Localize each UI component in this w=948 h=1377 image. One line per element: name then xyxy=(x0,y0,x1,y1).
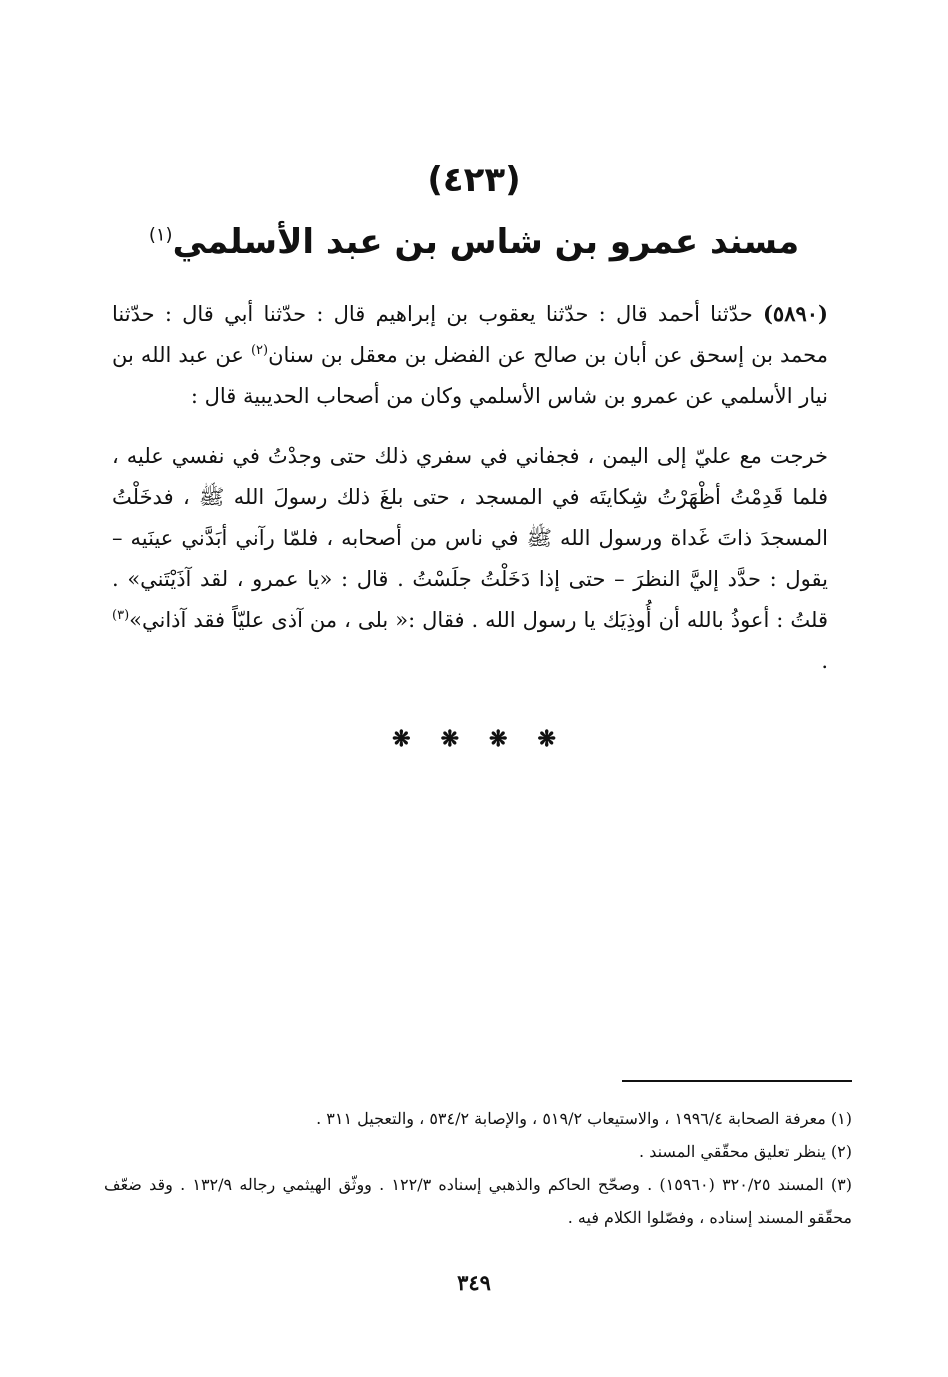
footnote-2: (٢) ينظر تعليق محقّقي المسند . xyxy=(639,1142,852,1161)
separator-star-icon: ❋ xyxy=(392,726,411,752)
footnotes xyxy=(104,1102,852,1234)
section-title-text: مسند عمرو بن شاس بن عبد الأسلمي xyxy=(172,222,800,262)
separator-star-icon: ❋ xyxy=(537,726,556,752)
separator-star-icon: ❋ xyxy=(489,726,508,752)
title-footnote-ref[interactable]: (١) xyxy=(148,224,173,246)
footnote-1: (١) معرفة الصحابة ١٩٩٦/٤ ، والاستيعاب ٥١٩/٢ ، والإصابة ٥٣٤/٢ ، والتعجيل ٣١١ . xyxy=(316,1109,852,1128)
matn-text: خرجت مع عليّ إلى اليمن ، فجفاني في سفري ذلك حتى وجدْتُ في نفسي عليه ، فلما قَدِمْتُ أظْهَرْتُ شِكايتَه في المسجد ، حتى بلغَ ذلك رسولَ الله ﷺ ، فدخَلْتُ المسجدَ ذاتَ غَداة ورسول الله ﷺ في ناس من أصحابه ، فلمّا رآني أبَدَّني عينَيه – يقول : حدَّد إليَّ النظرَ – حتى إذا دَخَلْتُ جلَسْتُ . قال : «يا عمرو ، لقد آذَيْتَني» . قلتُ : أعوذُ بالله أن أُوذِيَك يا رسول الله . فقال :« بلى ، من آذى عليّاً فقد آذاني» xyxy=(112,444,828,632)
hadith-isnad xyxy=(112,293,828,417)
footnote-divider xyxy=(622,1080,852,1082)
isnad-text-b: عن عبد الله بن نيار الأسلمي عن عمرو بن شاس الأسلمي وكان من أصحاب الحديبية قال : xyxy=(112,343,828,408)
isnad-text-a: حدّثنا أحمد قال : حدّثنا يعقوب بن إبراهيم قال : حدّثنا أبي قال : حدّثنا محمد بن إسحق عن أبان بن صالح عن الفضل بن معقل بن سنان xyxy=(112,302,828,367)
footnote-3: (٣) المسند ٣٢٠/٢٥ (١٥٩٦٠) . وصحّح الحاكم والذهبي إسناده ١٢٢/٣ . ووثّق الهيثمي رجاله ١٣٢/٩ . وقد ضعّف محقّقو المسند إسناده ، وفصّلوا الكلام فيه . xyxy=(104,1175,852,1227)
hadith-matn xyxy=(112,436,828,682)
matn-footnote-ref[interactable]: (٣) xyxy=(112,608,130,623)
hadith-number: (٥٨٩٠) xyxy=(762,301,828,326)
isnad-footnote-ref[interactable]: (٢) xyxy=(250,343,269,358)
section-title xyxy=(0,222,948,262)
section-number: (٤٢٣) xyxy=(427,160,521,200)
section-separator xyxy=(0,726,948,752)
separator-star-icon: ❋ xyxy=(440,726,459,752)
matn-end: . xyxy=(821,649,828,673)
page-number: ٣٤٩ xyxy=(457,1270,491,1295)
